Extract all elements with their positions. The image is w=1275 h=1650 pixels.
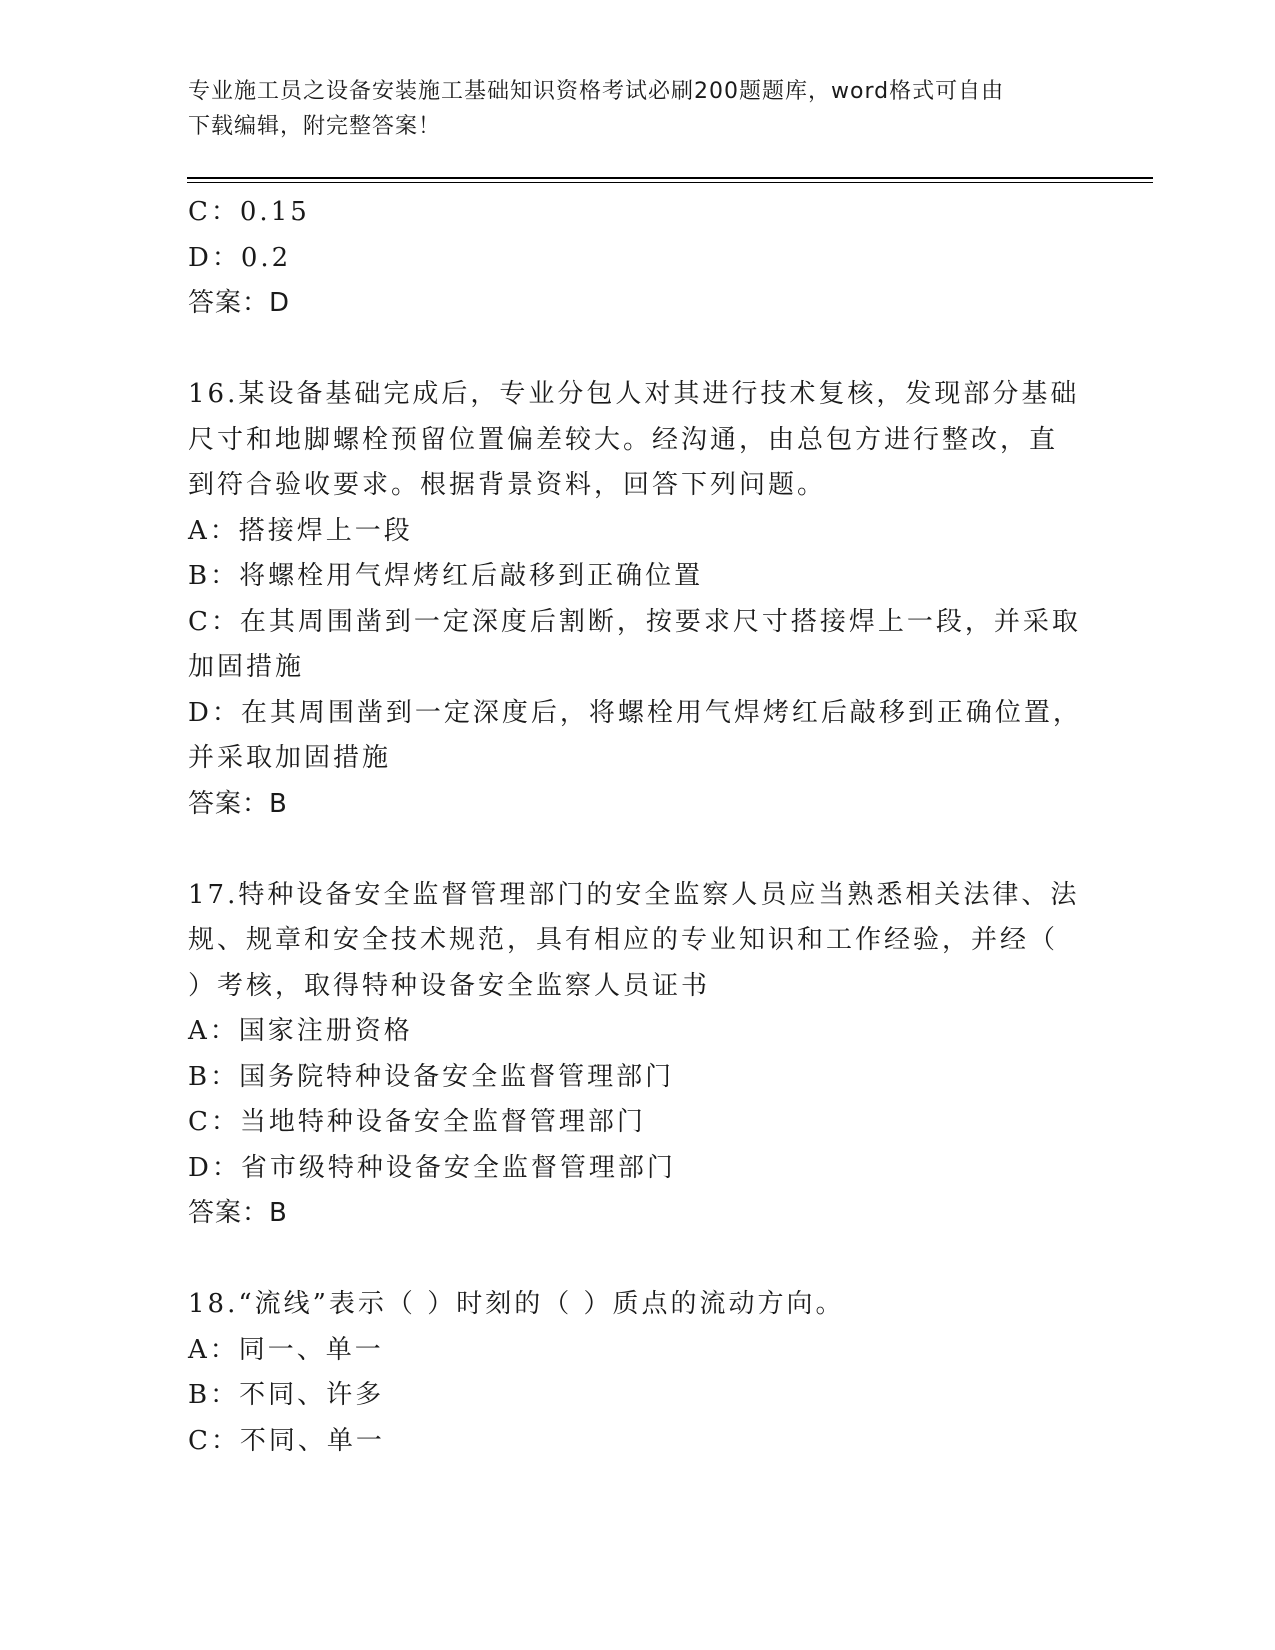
question-16-option-d-line-1: D：在其周围凿到一定深度后，将螺栓用气焊烤红后敲移到正确位置，: [188, 697, 1082, 728]
question-16-stem-line-3: 到符合验收要求。根据背景资料，回答下列问题。: [188, 470, 827, 500]
question-16-stem-line-1: 16.某设备基础完成后，专业分包人对其进行技术复核，发现部分基础: [188, 379, 1080, 409]
question-17-option-a: A：国家注册资格: [188, 1016, 413, 1046]
question-16-answer: 答案：B: [188, 788, 288, 819]
spacer: [188, 827, 1078, 873]
header-rule-thick: [187, 177, 1153, 179]
header-line-2: 下载编辑，附完整答案！: [188, 114, 442, 139]
question-18-option-a: A：同一、单一: [188, 1334, 384, 1365]
question-16-option-c-line-1: C：在其周围凿到一定深度后割断，按要求尺寸搭接焊上一段，并采取: [188, 606, 1081, 637]
prev-option-c: C：0.15: [188, 197, 310, 227]
question-18-option-b: B：不同、许多: [188, 1380, 385, 1410]
question-17-stem-line-2: 规、规章和安全技术规范，具有相应的专业知识和工作经验，并经（: [188, 925, 1059, 955]
question-17-stem-line-1: 17.特种设备安全监督管理部门的安全监察人员应当熟悉相关法律、法: [188, 879, 1080, 910]
page-header: [188, 74, 1068, 144]
question-17-option-d: D：省市级特种设备安全监督管理部门: [188, 1152, 676, 1183]
question-18: [188, 1282, 1078, 1464]
question-17-option-c: C：当地特种设备安全监督管理部门: [188, 1107, 646, 1137]
prev-answer: 答案：D: [188, 288, 291, 318]
question-16-option-c-line-2: 加固措施: [188, 652, 305, 682]
header-rule-thin: [187, 182, 1153, 183]
prev-option-d: D：0.2: [188, 242, 292, 273]
question-content: [188, 190, 1082, 1464]
spacer: [188, 327, 1078, 373]
question-16-option-a: A：搭接焊上一段: [188, 515, 413, 546]
header-line-1: 专业施工员之设备安装施工基础知识资格考试必刷200题题库，word格式可自由: [188, 79, 1005, 104]
question-18-option-c: C：不同、单一: [188, 1425, 385, 1456]
question-16-option-b: B：将螺栓用气焊烤红后敲移到正确位置: [188, 561, 704, 591]
question-17-answer: 答案：B: [188, 1198, 288, 1228]
question-18-stem-line-1: 18.“流线”表示（ ）时刻的（ ）质点的流动方向。: [188, 1289, 845, 1319]
question-17-stem-line-3: ）考核，取得特种设备安全监察人员证书: [188, 970, 711, 1001]
question-17-option-b: B：国务院特种设备安全监督管理部门: [188, 1061, 675, 1092]
question-16: [188, 372, 1082, 827]
question-16-stem-line-2: 尺寸和地脚螺栓预留位置偏差较大。经沟通，由总包方进行整改，直: [188, 424, 1059, 455]
spacer: [188, 1237, 1078, 1283]
question-16-option-d-line-2: 并采取加固措施: [188, 743, 392, 773]
question-17: [188, 873, 1078, 1237]
